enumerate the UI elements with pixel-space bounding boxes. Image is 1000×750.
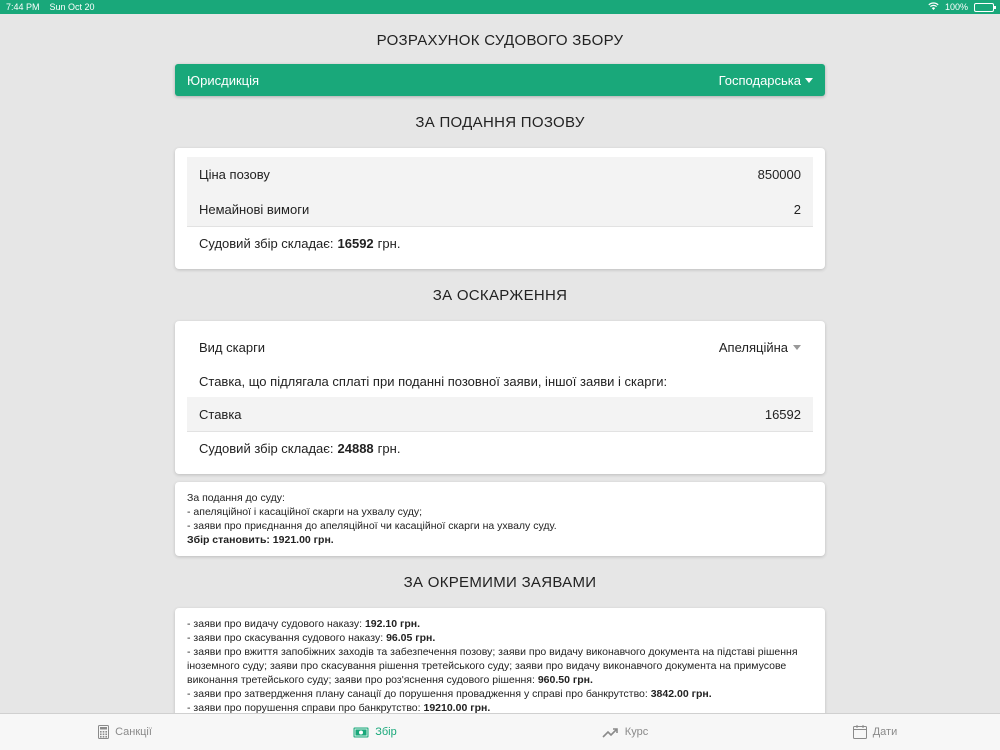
section-title-separate: ЗА ОКРЕМИМИ ЗАЯВАМИ: [403, 573, 597, 591]
caret-down-icon: [793, 345, 801, 350]
tab-rate[interactable]: [500, 714, 750, 750]
info-line: За подання до суду:: [187, 492, 285, 504]
info-fee-line: Збір становить: 1921.00 грн.: [187, 534, 334, 546]
appeal-fee-result: [187, 432, 813, 465]
appeal-type-row[interactable]: [187, 330, 813, 365]
battery-percent: 100%: [944, 2, 968, 12]
money-icon: [353, 727, 369, 738]
trend-icon: [602, 727, 619, 738]
appeal-card: [175, 321, 825, 474]
appeal-type-select[interactable]: [719, 340, 801, 355]
tab-dates[interactable]: [750, 714, 1000, 750]
claim-card: [175, 148, 825, 269]
list-item: - заяви про порушення справи про банкрутство: 19210.00 грн.: [187, 702, 491, 713]
page-title: РОЗРАХУНОК СУДОВОГО ЗБОРУ: [376, 32, 624, 49]
claim-price-row[interactable]: [187, 157, 813, 192]
status-date: Sun Oct 20: [49, 2, 95, 12]
tab-bar: [0, 713, 1000, 750]
tab-sanctions-label: Санкції: [115, 726, 152, 738]
nonproperty-claims-input[interactable]: 2: [793, 201, 801, 217]
calendar-icon: [853, 725, 867, 739]
info-line: - апеляційної і касаційної скарги на ухвалу суду;: [187, 506, 423, 518]
jurisdiction-selector[interactable]: [175, 64, 825, 96]
appeal-rate-row[interactable]: [187, 397, 813, 432]
appeal-fee-prefix: Судовий збір складає:: [199, 441, 334, 456]
tab-dates-label: Дати: [872, 726, 898, 738]
main-content: [175, 14, 825, 713]
battery-icon: [974, 3, 994, 12]
tab-rate-label: Курс: [624, 726, 649, 738]
claim-price-input[interactable]: 850000: [757, 167, 801, 182]
claim-fee-suffix: грн.: [377, 236, 401, 251]
wifi-icon: [928, 2, 939, 12]
nonproperty-claims-label: Немайнові вимоги: [199, 201, 310, 217]
list-item: - заяви про скасування судового наказу: 96.05 грн.: [187, 632, 436, 644]
claim-fee-prefix: Судовий збір складає:: [199, 236, 334, 251]
appeal-rate-input[interactable]: 16592: [764, 406, 801, 422]
tab-fee[interactable]: [250, 714, 500, 750]
section-title-appeal: ЗА ОСКАРЖЕННЯ: [432, 286, 568, 304]
info-line: - заяви про приєднання до апеляційної чи касаційної скарги на ухвалу суду.: [187, 520, 557, 532]
tab-fee-label: Збір: [375, 726, 397, 738]
claim-fee-amount: 16592: [337, 236, 374, 251]
nonproperty-claims-row[interactable]: [187, 192, 813, 227]
list-item: - заяви про затвердження плану санації до порушення провадження у справі про банкрутство: 3842.00 грн.: [187, 688, 712, 700]
separate-fees-card: [175, 608, 825, 713]
claim-price-label: Ціна позову: [199, 167, 270, 182]
appeal-fee-amount: 24888: [337, 441, 374, 456]
jurisdiction-value: Господарська: [718, 72, 801, 88]
jurisdiction-label: Юрисдикція: [187, 72, 260, 88]
section-title-claim: ЗА ПОДАННЯ ПОЗОВУ: [415, 113, 585, 131]
claim-fee-result: [187, 227, 813, 260]
appeal-info-card: [175, 482, 825, 556]
caret-down-icon: [805, 78, 813, 83]
status-time: 7:44 PM: [6, 2, 40, 12]
list-item: - заяви про вжиття запобіжних заходів та забезпечення позову; заяви про видачу виконавчого документа на підставі рішення іноземного суду; заяви про скасування рішення третейського суду; заяви про видачу виконавчого документа на примусове виконання третейського суду; заяви про роз'яснення судового рішення: 960.50 грн.: [187, 646, 798, 686]
scroll-view[interactable]: [0, 14, 1000, 713]
status-bar: [0, 0, 1000, 14]
appeal-rate-note: Ставка, що підлягала сплаті при поданні позовної заяви, іншої заяви і скарги:: [199, 373, 668, 389]
appeal-type-label: Вид скарги: [199, 340, 266, 355]
appeal-fee-suffix: грн.: [377, 441, 401, 456]
list-item: - заяви про видачу судового наказу: 192.10 грн.: [187, 618, 421, 630]
appeal-type-value: Апеляційна: [718, 340, 788, 355]
calculator-icon: [98, 725, 109, 739]
appeal-rate-label: Ставка: [199, 406, 242, 422]
tab-sanctions[interactable]: [0, 714, 250, 750]
